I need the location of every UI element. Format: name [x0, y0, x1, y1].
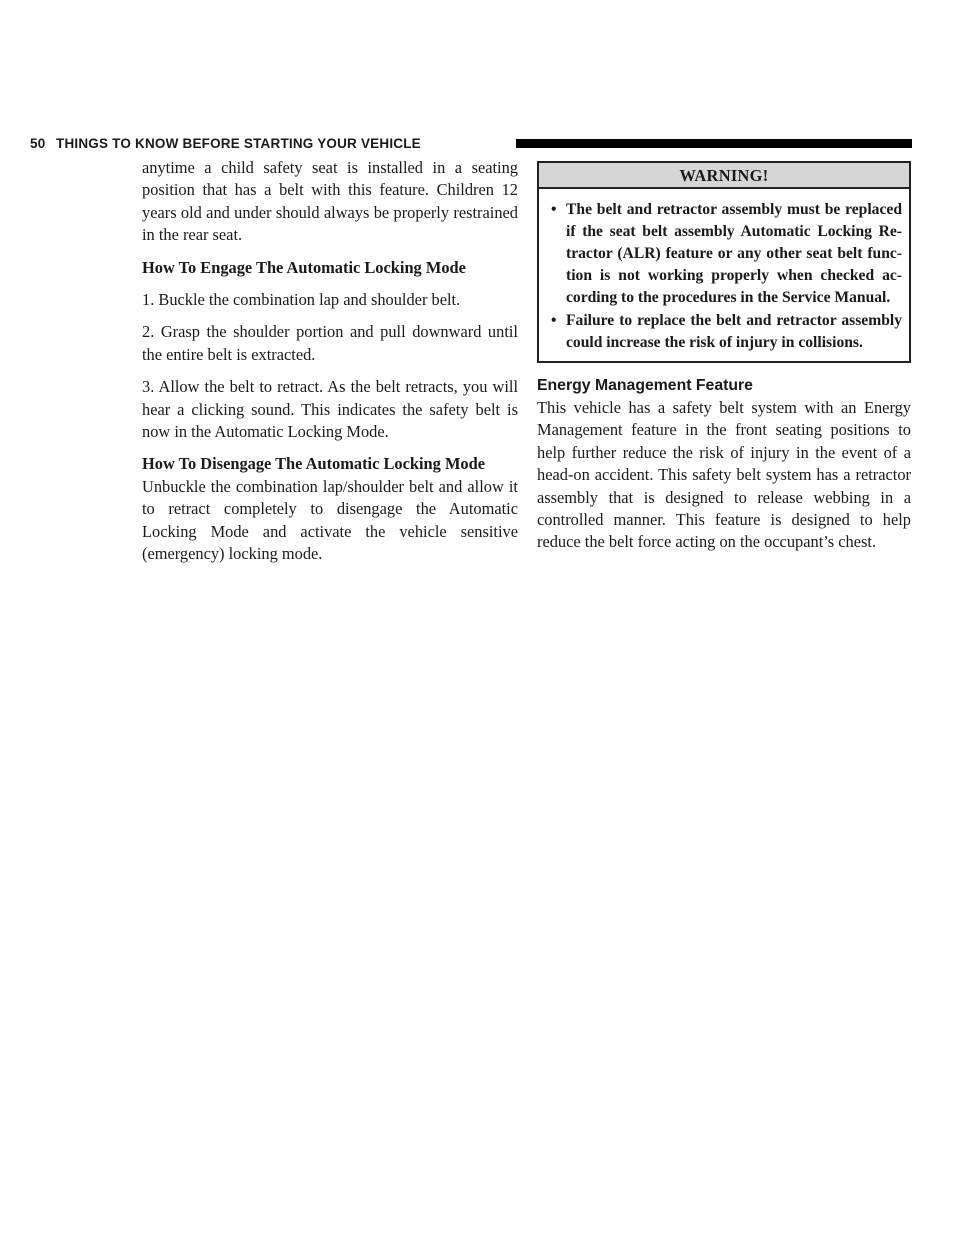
energy-heading: Energy Management Feature — [537, 377, 753, 394]
chapter-title: THINGS TO KNOW BEFORE STARTING YOUR VEHICLE — [56, 136, 421, 151]
energy-paragraph: This vehicle has a safety belt system with an Energy Management feature in the front seating positions to help further reduce the risk of injury in the event of a head-on accident. This safety belt system has a retractor assembly that is designed to release webbing in a controlled manner. This feature is designed to help reduce the belt force acting on the occupant’s chest. — [537, 398, 911, 552]
warning-body — [539, 189, 909, 361]
warning-title: WARNING! — [539, 163, 909, 189]
warning-item — [551, 310, 902, 354]
right-column — [537, 157, 911, 554]
left-column — [142, 157, 518, 576]
bullet-icon: • — [551, 312, 557, 329]
warning-item-text: Failure to replace the belt and retractor assembly could increase the risk of injury in collisions. — [566, 312, 902, 351]
page-number: 50 — [30, 136, 46, 151]
running-header — [30, 135, 912, 155]
engage-step-3: 3. Allow the belt to retract. As the belt retracts, you will hear a clicking sound. This indicates the safety belt is now in the Automatic Locking Mode. — [142, 377, 518, 442]
engage-step-1: 1. Buckle the combination lap and shoulder belt. — [142, 290, 461, 310]
disengage-paragraph: Unbuckle the combination lap/shoulder belt and allow it to retract completely to disengage the Automatic Locking Mode and activate the vehicle sensitive (emergency) locking mode. — [142, 476, 518, 564]
disengage-heading: How To Disengage The Automatic Locking Mode — [142, 454, 486, 474]
engage-step-2: 2. Grasp the shoulder portion and pull downward until the entire belt is extracted. — [142, 322, 518, 364]
bullet-icon: • — [551, 201, 557, 218]
header-rule — [516, 139, 912, 148]
warning-item — [551, 199, 902, 309]
engage-heading: How To Engage The Automatic Locking Mode — [142, 257, 466, 277]
warning-item-text: The belt and retractor assembly must be replaced if the seat belt assembly Automatic Locking Re-tractor (ALR) feature or any other seat belt func-tion is not working properly when checked ac-cording to the procedures in the Service Manual. — [566, 201, 902, 306]
intro-paragraph: anytime a child safety seat is installed in a seating position that has a belt with this feature. Children 12 years old and under should always be properly restrained in the rear seat. — [142, 158, 518, 245]
warning-box — [537, 161, 911, 363]
